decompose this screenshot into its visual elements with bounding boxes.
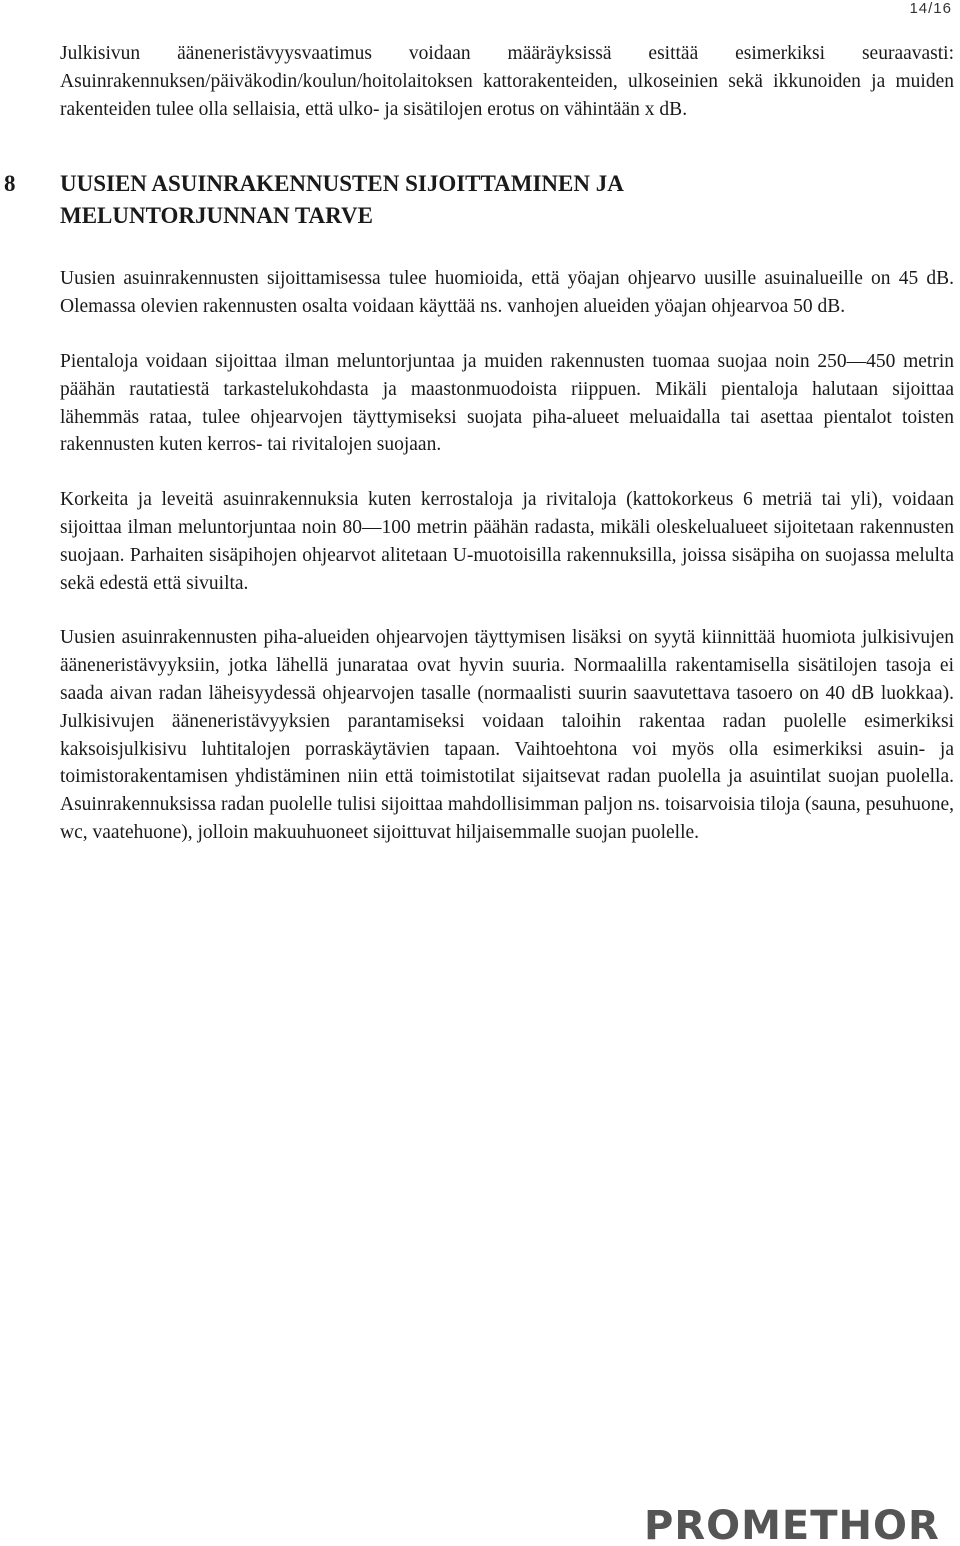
paragraph-facade-insulation: Uusien asuinrakennusten piha-alueiden ohjearvojen täyttymisen lisäksi on syytä kiinnittää huomiota julkisivujen ääneneristävyyksiin, jotka lähellä junarataa ovat hyvin suuria. Normaalilla rakentamisella sisätilojen tasoja ei saada aivan radan läheisyydessä ohjearvojen tasalle (normaalisti suurin saavutettava tasoero on 40 dB luokkaa). Julkisivujen ääneneristävyyksien parantamiseksi voidaan taloihin rakentaa radan puolelle esimerkiksi kaksoisjulkisivu luhtitalojen porraskäytävien tapaan. Vaihtoehtona voi myös olla esimerkiksi asuin- ja toimistorakentamisen yhdistäminen niin että toimistotilat sijaitsevat radan puolella ja asuintilat suojan puolella. Asuinrakennuksissa radan puolelle tulisi sijoittaa mahdollisimman paljon ns. toisarvoisia tiloja (sauna, pesuhuone, wc, vaatehuone), jolloin makuuhuoneet sijoittuvat hiljaisemmalle suojan puolelle. [60,627,954,843]
paragraph-night-guideline: Uusien asuinrakennusten sijoittamisessa tulee huomioida, että yöajan ohjearvo uusille asuinalueille on 45 dB. Olemassa olevien rakennusten osalta voidaan käyttää ns. vanhojen alueiden yöajan ohjearvoa 50 dB. [60,268,954,318]
logo-text: PROMETHOR [644,1503,940,1546]
promethor-logo [640,1500,956,1546]
section-title-line1: UUSIEN ASUINRAKENNUSTEN SIJOITTAMINEN JA [60,171,624,197]
intro-paragraph: Julkisivun ääneneristävyysvaatimus voidaan määräyksissä esittää esimerkiksi seuraavasti: Asuinrakennuksen/päiväkodin/koulun/hoitolaitoksen kattorakenteiden, ulkoseinien sekä ikkunoiden ja muiden rakenteiden tulee olla sellaisia, että ulko- ja sisätilojen erotus on vähintään x dB. [60,43,954,120]
section-title-line2: MELUNTORJUNNAN TARVE [60,203,373,229]
paragraph-detached-houses: Pientaloja voidaan sijoittaa ilman meluntorjuntaa ja muiden rakennusten tuomaa suojaa noin 250—450 metrin päähän rautatiestä tarkastelukohdasta ja maastonmuodoista riippuen. Mikäli pientaloja halutaan sijoittaa lähemmäs rataa, tulee ohjearvojen täyttymiseksi suojata piha-alueet meluaidalla tai asettaa pientalot toisten rakennusten kuten kerros- tai rivitalojen suojaan. [60,350,954,456]
document-body [4,40,954,847]
paragraph-tall-buildings: Korkeita ja leveitä asuinrakennuksia kuten kerrostaloja ja rivitaloja (kattokorkeus 6 metriä tai yli), voidaan sijoittaa ilman meluntorjuntaa noin 80—100 metrin päähän radasta, mikäli oleskelualueet sijoitetaan rakennusten suojaan. Parhaiten sisäpihojen ohjearvot alitetaan U-muotoisilla rakennuksilla, joissa sisäpiha on suojassa melulta sekä edestä että sivuilta. [60,489,954,594]
section-number: 8 [4,171,16,197]
section-heading [4,168,954,232]
page-number: 14/16 [909,0,952,17]
